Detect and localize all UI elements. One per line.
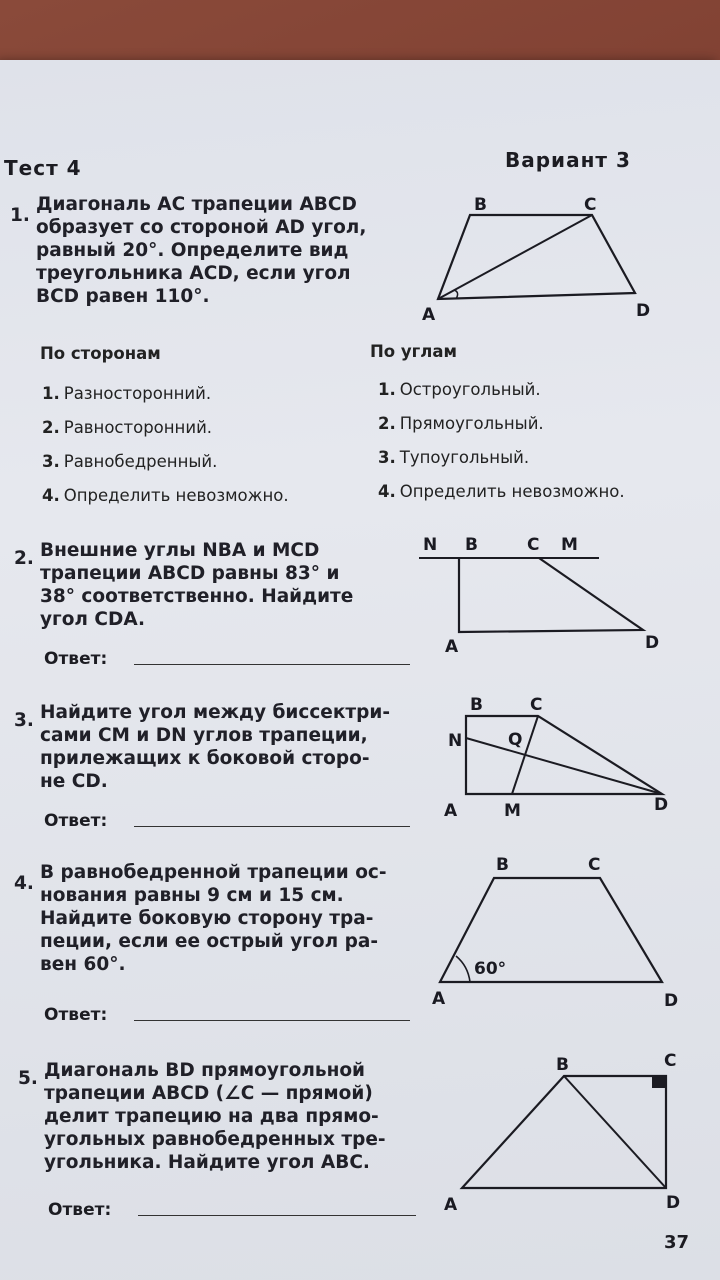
- q2-label-A: A: [445, 637, 459, 657]
- q1-sides-option-2[interactable]: 2. Равносторонний.: [42, 418, 213, 437]
- q5-line-4: угольных равнобедренных тре-: [44, 1129, 386, 1150]
- q2-answer-label: Ответ:: [44, 649, 108, 669]
- q5-label-D: D: [666, 1193, 681, 1213]
- q3-label-A: A: [444, 801, 458, 821]
- q2-label-N: N: [423, 535, 438, 555]
- q1-angles-option-2[interactable]: 2. Прямоугольный.: [378, 414, 544, 433]
- q4-trapezoid-figure: [430, 848, 690, 1011]
- q1-number: 1.: [10, 205, 30, 226]
- q3-trapezoid-figure: [440, 692, 680, 822]
- q2-label-M: M: [561, 535, 578, 555]
- q1-line-2: образует со стороной AD угол,: [36, 217, 367, 238]
- q3-line-1: Найдите угол между биссектри-: [40, 702, 391, 723]
- page-number: 37: [664, 1232, 690, 1253]
- q5-answer-label: Ответ:: [48, 1200, 112, 1220]
- q1-sides-option-4[interactable]: 4. Определить невозможно.: [42, 486, 289, 505]
- q1-trapezoid-figure: [420, 190, 651, 325]
- q4-angle-label: 60°: [474, 959, 507, 979]
- q5-line-5: угольника. Найдите угол ABC.: [44, 1152, 370, 1173]
- q5-number: 5.: [18, 1068, 38, 1089]
- q4-number: 4.: [14, 873, 34, 894]
- q3-answer-line[interactable]: [134, 826, 410, 827]
- q1-label-C: C: [584, 195, 597, 215]
- q4-line-2: нования равны 9 см и 15 см.: [40, 885, 344, 906]
- q4-line-3: Найдите боковую сторону тра-: [40, 908, 374, 929]
- q1-line-5: BCD равен 110°.: [36, 286, 210, 307]
- q3-answer-label: Ответ:: [44, 811, 108, 831]
- q1-sides-option-3[interactable]: 3. Равнобедренный.: [42, 452, 218, 471]
- q1-label-B: B: [474, 195, 487, 215]
- q5-label-B: B: [556, 1055, 569, 1075]
- q4-label-B: B: [496, 855, 509, 875]
- q1-angles-option-4[interactable]: 4. Определить невозможно.: [378, 482, 625, 501]
- q5-trapezoid-figure: [440, 1051, 700, 1215]
- q1-by-sides-title: По сторонам: [40, 344, 161, 363]
- q2-trapezoid-figure: [415, 530, 685, 660]
- q1-line-1: Диагональ AC трапеции ABCD: [36, 194, 357, 215]
- q1-angles-option-1[interactable]: 1. Остроугольный.: [378, 380, 541, 399]
- q4-label-A: A: [432, 989, 446, 1009]
- q3-line-2: сами CM и DN углов трапеции,: [40, 725, 368, 746]
- q3-label-M: M: [504, 801, 521, 821]
- q2-label-C: C: [527, 535, 540, 555]
- q3-number: 3.: [14, 710, 34, 731]
- q1-line-4: треугольника ACD, если угол: [36, 263, 351, 284]
- q2-line-3: 38° соответственно. Найдите: [40, 586, 354, 607]
- q1-sides-option-1[interactable]: 1. Разносторонний.: [42, 384, 212, 403]
- q1-by-angles-title: По углам: [370, 342, 457, 361]
- q4-label-D: D: [664, 991, 679, 1011]
- q4-line-5: вен 60°.: [40, 954, 126, 975]
- q3-label-C: C: [530, 695, 543, 715]
- q2-line-1: Внешние углы NBA и MCD: [40, 540, 320, 561]
- q5-line-2: трапеции ABCD (∠C — прямой): [44, 1083, 373, 1104]
- q2-answer-line[interactable]: [134, 664, 410, 665]
- q2-line-4: угол CDA.: [40, 609, 146, 630]
- q4-line-4: пеции, если ее острый угол ра-: [40, 931, 379, 952]
- q2-label-B: B: [465, 535, 478, 555]
- q3-label-D: D: [654, 795, 669, 815]
- q3-label-N: N: [448, 731, 463, 751]
- q5-label-C: C: [664, 1051, 677, 1071]
- q5-line-1: Диагональ BD прямоугольной: [44, 1060, 366, 1081]
- q3-label-Q: Q: [508, 730, 523, 750]
- variant-title: Вариант 3: [505, 148, 631, 172]
- q4-line-1: В равнобедренной трапеции ос-: [40, 862, 387, 883]
- test-title: Тест 4: [4, 156, 82, 180]
- q5-line-3: делит трапецию на два прямо-: [44, 1106, 379, 1127]
- q4-answer-label: Ответ:: [44, 1005, 108, 1025]
- q1-line-3: равный 20°. Определите вид: [36, 240, 349, 261]
- q1-label-D: D: [636, 301, 651, 321]
- q1-angles-option-3[interactable]: 3. Тупоугольный.: [378, 448, 530, 467]
- q3-label-B: B: [470, 695, 483, 715]
- q2-number: 2.: [14, 548, 34, 569]
- q5-answer-line[interactable]: [138, 1215, 416, 1216]
- q5-label-A: A: [444, 1195, 458, 1215]
- q2-label-D: D: [645, 633, 660, 653]
- q3-line-3: прилежащих к боковой сторо-: [40, 748, 370, 769]
- q2-line-2: трапеции ABCD равны 83° и: [40, 563, 340, 584]
- q3-line-4: не CD.: [40, 771, 108, 792]
- q4-answer-line[interactable]: [134, 1020, 410, 1021]
- q1-label-A: A: [422, 305, 436, 325]
- q4-label-C: C: [588, 855, 601, 875]
